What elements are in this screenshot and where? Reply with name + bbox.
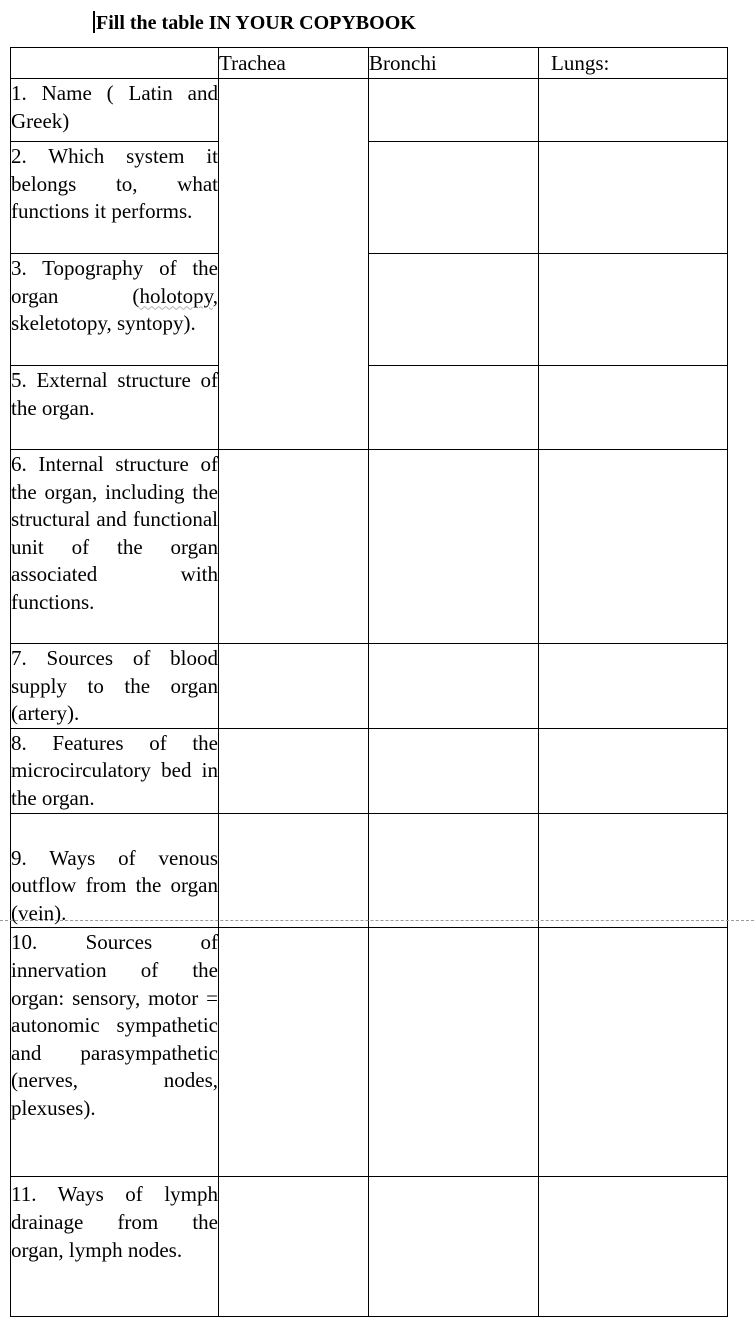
table-row (11, 928, 728, 1177)
trachea-cell[interactable] (219, 644, 369, 729)
row-label-microcirculatory-bed: 8. Features of the microcirculatory bed in the organ. (11, 728, 219, 813)
trachea-merged-cell[interactable] (219, 79, 369, 450)
row-label-innervation: 10. Sources of innervation of the organ: sensory, motor = autonomic sympathetic and parasympathetic (nerves, nodes, plexuses). (11, 928, 219, 1177)
bronchi-cell[interactable] (369, 1177, 539, 1317)
table-row (11, 450, 728, 644)
table-row (11, 644, 728, 729)
bronchi-cell[interactable] (369, 450, 539, 644)
trachea-cell[interactable] (219, 813, 369, 928)
table-row (11, 1177, 728, 1317)
table-row (11, 79, 728, 142)
column-header-lungs: Lungs: (539, 48, 728, 79)
organ-table (10, 47, 728, 1317)
bronchi-cell[interactable] (369, 254, 539, 366)
lungs-cell[interactable] (539, 1177, 728, 1317)
bronchi-cell[interactable] (369, 928, 539, 1177)
trachea-cell[interactable] (219, 1177, 369, 1317)
row-label-topography: 3. Topography of the organ (holotopy, skeletotopy, syntopy). (11, 254, 219, 366)
row-label-venous-outflow: 9. Ways of venous outflow from the organ (vein). (11, 813, 219, 928)
lungs-cell[interactable] (539, 928, 728, 1177)
table-row (11, 254, 728, 366)
row-label-external-structure: 5. External structure of the organ. (11, 366, 219, 450)
trachea-cell[interactable] (219, 928, 369, 1177)
lungs-cell[interactable] (539, 79, 728, 142)
header-row (11, 48, 728, 79)
lungs-cell[interactable] (539, 254, 728, 366)
bronchi-cell[interactable] (369, 142, 539, 254)
page-title (93, 11, 416, 35)
row-label-lymph-drainage: 11. Ways of lymph drainage from the organ, lymph nodes. (11, 1177, 219, 1317)
bronchi-cell[interactable] (369, 79, 539, 142)
lungs-cell[interactable] (539, 728, 728, 813)
bronchi-cell[interactable] (369, 644, 539, 729)
spellcheck-word: holotopy (139, 283, 213, 308)
lungs-cell[interactable] (539, 813, 728, 928)
row-label-system: 2. Which system it belongs to, what functions it performs. (11, 142, 219, 254)
column-header-bronchi: Bronchi (369, 48, 539, 79)
bronchi-cell[interactable] (369, 728, 539, 813)
row-label-blood-supply: 7. Sources of blood supply to the organ (artery). (11, 644, 219, 729)
lungs-cell[interactable] (539, 450, 728, 644)
trachea-cell[interactable] (219, 728, 369, 813)
table-row (11, 728, 728, 813)
bronchi-cell[interactable] (369, 813, 539, 928)
lungs-cell[interactable] (539, 644, 728, 729)
table-row (11, 366, 728, 450)
table-row (11, 142, 728, 254)
header-corner-cell (11, 48, 219, 79)
column-header-trachea: Trachea (219, 48, 369, 79)
lungs-cell[interactable] (539, 142, 728, 254)
page-title-text: Fill the table IN YOUR COPYBOOK (96, 12, 416, 34)
text-cursor (93, 11, 95, 33)
lungs-cell[interactable] (539, 366, 728, 450)
table-row (11, 813, 728, 928)
page-break-line (0, 920, 754, 921)
bronchi-cell[interactable] (369, 366, 539, 450)
trachea-cell[interactable] (219, 450, 369, 644)
row-label-internal-structure: 6. Internal structure of the organ, including the structural and functional unit of the organ associated with functions. (11, 450, 219, 644)
row-label-name: 1. Name ( Latin and Greek) (11, 79, 219, 142)
